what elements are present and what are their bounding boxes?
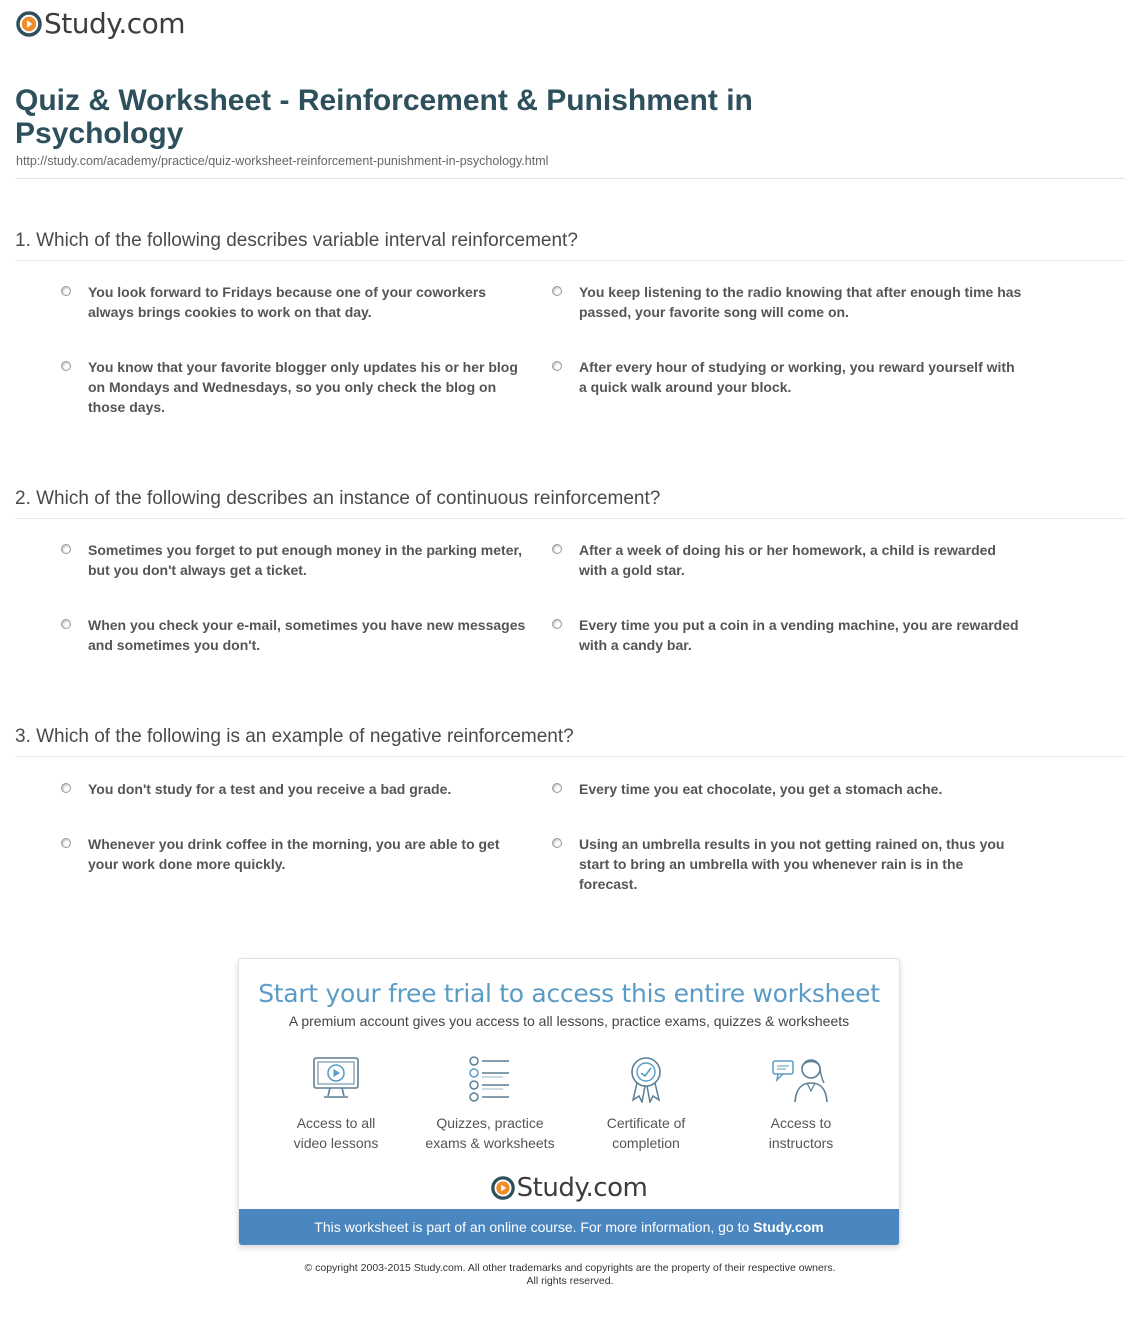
answer-label: After every hour of studying or working, you reward yourself with a quick walk around your block. bbox=[579, 359, 1015, 395]
certificate-icon bbox=[621, 1055, 671, 1103]
feature-label-line1: Certificate of bbox=[606, 1115, 686, 1131]
copyright-line1: © copyright 2003-2015 Study.com. All other trademarks and copyrights are the property of their respective owners. bbox=[304, 1262, 836, 1274]
header-divider bbox=[15, 178, 1125, 179]
answer-option[interactable] bbox=[61, 540, 531, 580]
free-trial-promo[interactable] bbox=[238, 958, 900, 1246]
answer-option[interactable] bbox=[552, 779, 1022, 799]
radio-button[interactable] bbox=[552, 544, 562, 554]
page-title: Quiz & Worksheet - Reinforcement & Punishment in Psychology bbox=[15, 84, 753, 150]
feature-label-line1: Access to all bbox=[296, 1115, 376, 1131]
page-url: http://study.com/academy/practice/quiz-worksheet-reinforcement-punishment-in-psychology.html bbox=[16, 154, 549, 168]
radio-button[interactable] bbox=[552, 361, 562, 371]
feature-label-line2: exams & worksheets bbox=[425, 1135, 555, 1151]
answer-label: Using an umbrella results in you not getting rained on, thus you start to bring an umbrella with you whenever rain is in the forecast. bbox=[579, 836, 1005, 892]
logo-wordmark: Study.com bbox=[44, 7, 186, 40]
answer-label: When you check your e-mail, sometimes you have new messages and sometimes you don't. bbox=[88, 617, 526, 653]
feature-label-line2: instructors bbox=[768, 1135, 834, 1151]
answer-option[interactable] bbox=[552, 834, 1022, 894]
feature-label-line2: video lessons bbox=[293, 1135, 379, 1151]
study-link[interactable]: Study.com bbox=[753, 1219, 824, 1235]
radio-button[interactable] bbox=[552, 783, 562, 793]
radio-button[interactable] bbox=[552, 619, 562, 629]
feature-label-line1: Access to bbox=[770, 1115, 832, 1131]
study-logo[interactable] bbox=[16, 9, 185, 39]
radio-button[interactable] bbox=[61, 544, 71, 554]
answer-label: You know that your favorite blogger only updates his or her blog on Mondays and Wednesdays, so you only check the blog on those days. bbox=[88, 359, 518, 415]
answer-label: Every time you eat chocolate, you get a stomach ache. bbox=[579, 781, 943, 797]
answer-option[interactable] bbox=[552, 540, 1022, 580]
radio-button[interactable] bbox=[61, 361, 71, 371]
feature-certificate bbox=[566, 1055, 726, 1153]
answer-label: Whenever you drink coffee in the morning, you are able to get your work done more quickly. bbox=[88, 836, 500, 872]
answer-option[interactable] bbox=[61, 834, 531, 874]
feature-label-line2: completion bbox=[612, 1135, 680, 1151]
answer-option[interactable] bbox=[61, 779, 531, 799]
answer-label: Sometimes you forget to put enough money in the parking meter, but you don't always get a ticket. bbox=[88, 542, 523, 578]
radio-button[interactable] bbox=[61, 783, 71, 793]
copyright-line2: All rights reserved. bbox=[526, 1275, 614, 1287]
promo-study-logo[interactable] bbox=[239, 1173, 899, 1203]
answer-option[interactable] bbox=[61, 357, 531, 417]
question-1 bbox=[15, 229, 1125, 415]
instructor-icon bbox=[771, 1055, 831, 1103]
answer-option[interactable] bbox=[552, 357, 1022, 397]
radio-button[interactable] bbox=[61, 838, 71, 848]
answer-option[interactable] bbox=[61, 615, 531, 655]
play-logo-icon bbox=[491, 1176, 515, 1200]
radio-button[interactable] bbox=[552, 838, 562, 848]
radio-button[interactable] bbox=[61, 286, 71, 296]
video-lesson-icon bbox=[311, 1055, 361, 1103]
course-info-text: This worksheet is part of an online course. For more information, go to bbox=[314, 1219, 754, 1235]
play-logo-icon bbox=[16, 11, 42, 37]
answer-option[interactable] bbox=[552, 282, 1022, 322]
question-text: 3. Which of the following is an example of negative reinforcement? bbox=[15, 725, 1125, 757]
feature-instructors bbox=[721, 1055, 881, 1153]
checklist-icon bbox=[465, 1055, 515, 1103]
answer-label: Every time you put a coin in a vending machine, you are rewarded with a candy bar. bbox=[579, 617, 1019, 653]
radio-button[interactable] bbox=[61, 619, 71, 629]
question-2 bbox=[15, 487, 1125, 653]
promo-title[interactable]: Start your free trial to access this entire worksheet bbox=[258, 979, 880, 1008]
answer-option[interactable] bbox=[552, 615, 1022, 655]
copyright bbox=[0, 1262, 1140, 1288]
promo-subtitle: A premium account gives you access to all lessons, practice exams, quizzes & worksheets bbox=[288, 1013, 850, 1029]
feature-quizzes bbox=[410, 1055, 570, 1153]
logo-wordmark: Study.com bbox=[516, 1173, 648, 1203]
answer-label: You keep listening to the radio knowing that after enough time has passed, your favorite song will come on. bbox=[579, 284, 1022, 320]
question-3 bbox=[15, 725, 1125, 892]
answer-label: After a week of doing his or her homework, a child is rewarded with a gold star. bbox=[579, 542, 996, 578]
feature-label-line1: Quizzes, practice bbox=[436, 1115, 544, 1131]
question-text: 2. Which of the following describes an instance of continuous reinforcement? bbox=[15, 487, 1125, 519]
question-text: 1. Which of the following describes variable interval reinforcement? bbox=[15, 229, 1125, 261]
feature-video-lessons bbox=[256, 1055, 416, 1153]
answer-label: You don't study for a test and you receive a bad grade. bbox=[88, 781, 452, 797]
answer-option[interactable] bbox=[61, 282, 531, 322]
answer-label: You look forward to Fridays because one of your coworkers always brings cookies to work on that day. bbox=[88, 284, 487, 320]
course-info-bar bbox=[239, 1209, 899, 1245]
radio-button[interactable] bbox=[552, 286, 562, 296]
